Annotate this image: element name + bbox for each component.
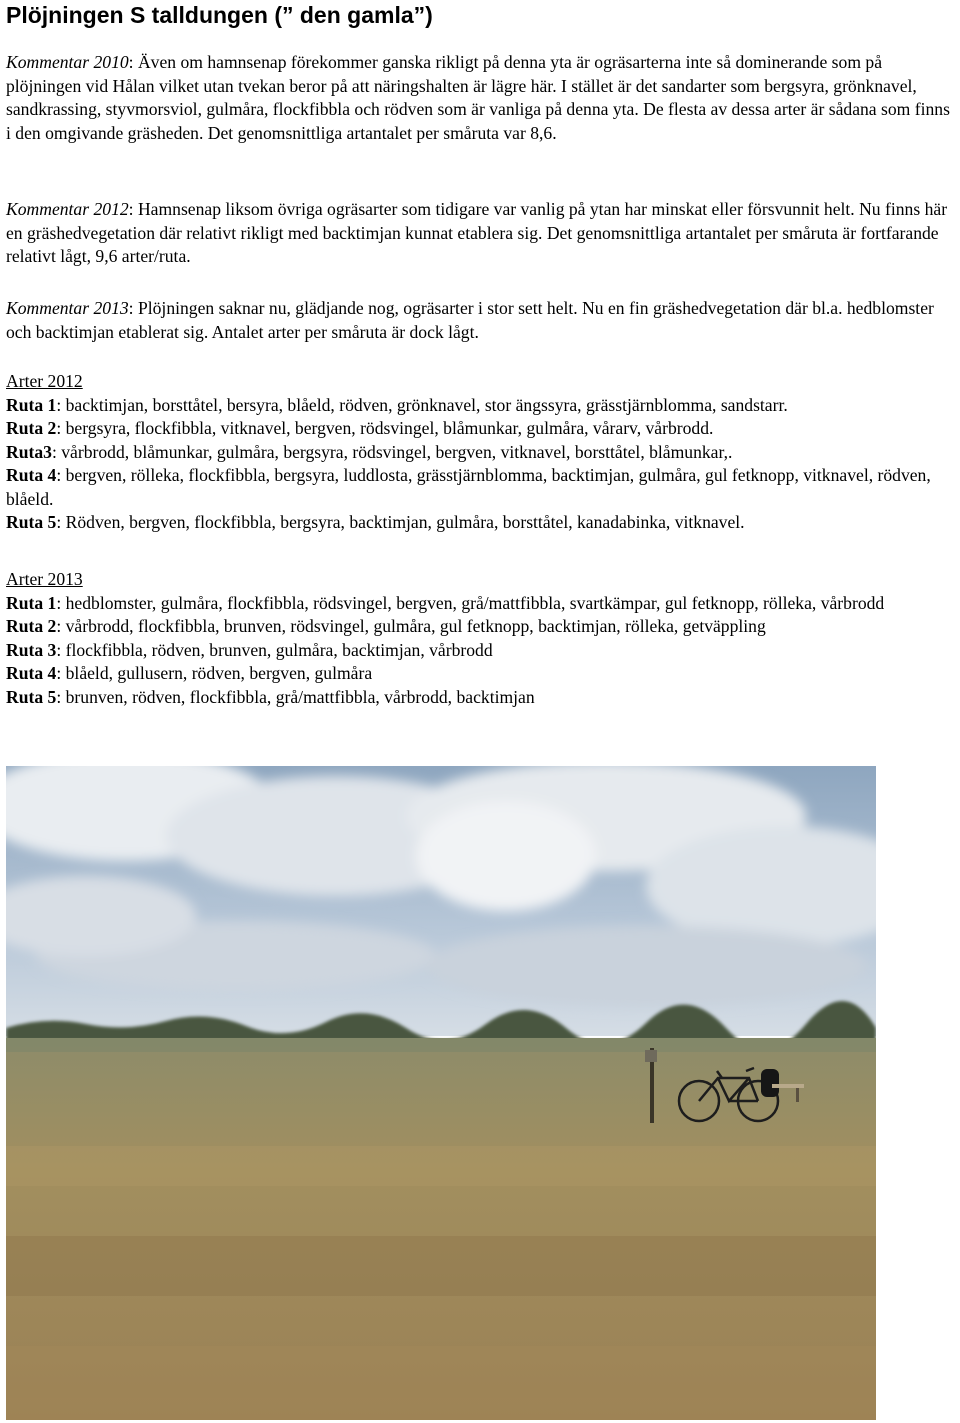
ruta-label: Ruta 4 bbox=[6, 465, 57, 485]
ruta-label: Ruta 4 bbox=[6, 663, 57, 683]
comment-label: Kommentar 2013 bbox=[6, 298, 129, 318]
ruta-species: : hedblomster, gulmåra, flockfibbla, rödsvingel, bergven, grå/mattfibbla, svartkämpar, gul fetknopp, rölleka, vårbrodd bbox=[56, 592, 885, 613]
ruta-species: : vårbrodd, blåmunkar, gulmåra, bergsyra, rödsvingel, bergven, vitknavel, borsttåtel, blåmunkar,. bbox=[51, 441, 733, 462]
list-item bbox=[6, 662, 956, 686]
ruta-species: : blåeld, gullusern, rödven, bergven, gulmåra bbox=[56, 663, 373, 683]
comment-label: Kommentar 2012 bbox=[6, 199, 129, 219]
list-item bbox=[6, 464, 956, 511]
ruta-label: Ruta 3 bbox=[6, 639, 57, 660]
ruta-label: Ruta 5 bbox=[6, 686, 57, 707]
bike-bag bbox=[761, 1069, 779, 1097]
list-item bbox=[6, 511, 956, 535]
ruta-label: Ruta 5 bbox=[6, 512, 57, 532]
comment-text: : Hamnsenap liksom övriga ogräsarter som tidigare var vanlig på ytan har minskat eller försvunnit helt. Nu finns här en gräshedvegetation där relativt rikligt med backtimjan kunnat etablera sig. Det genomsnittliga artantalet per småruta är fortfarande relativt lågt, 9,6 arter/ruta. bbox=[6, 199, 948, 266]
ruta-label: Ruta 2 bbox=[6, 616, 57, 636]
list-item bbox=[6, 686, 956, 710]
list-item bbox=[6, 417, 956, 441]
bench bbox=[772, 1084, 804, 1088]
page-title: Plöjningen S talldungen (” den gamla”) bbox=[6, 2, 433, 28]
comment-2013 bbox=[6, 297, 956, 344]
ruta-species: : brunven, rödven, flockfibbla, grå/mattfibbla, vårbrodd, backtimjan bbox=[56, 686, 535, 707]
list-item bbox=[6, 394, 956, 418]
section-heading: Arter 2013 bbox=[6, 569, 83, 589]
list-item bbox=[6, 441, 956, 465]
ruta-species: : Rödven, bergven, flockfibbla, bergsyra, backtimjan, gulmåra, borsttåtel, kanadabinka, vitknavel. bbox=[56, 512, 745, 532]
ruta-label: Ruta 2 bbox=[6, 418, 57, 438]
species-list-2013 bbox=[6, 568, 956, 709]
ruta-species: : bergven, rölleka, flockfibbla, bergsyra, luddlosta, grässtjärnblomma, backtimjan, gulmåra, gul fetknopp, vitknavel, rödven, blåeld. bbox=[6, 465, 931, 509]
ruta-species: : vårbrodd, flockfibbla, brunven, rödsvingel, gulmåra, gul fetknopp, backtimjan, rölleka, getväppling bbox=[56, 616, 766, 636]
field-photo bbox=[6, 766, 876, 1420]
ruta-label: Ruta 1 bbox=[6, 592, 57, 613]
ruta-label: Ruta 1 bbox=[6, 394, 57, 415]
list-item bbox=[6, 592, 956, 616]
comment-text: : Även om hamnsenap förekommer ganska rikligt på denna yta är ogräsarterna inte så dominerande som på plöjningen vid Hålan vilket utan tvekan beror på att näringshalten är lägre här. I stället är det sandarter som bergsyra, grönknavel, sandkrassing, styvmorsviol, gulmåra, flockfibbla och rödven som är vanliga på denna yta. De flesta av dessa arter är sådana som finns i den omgivande gräsheden. Det genomsnittliga artantalet per småruta var 8,6. bbox=[6, 52, 950, 143]
list-item bbox=[6, 639, 956, 663]
comment-text: : Plöjningen saknar nu, glädjande nog, ogräsarter i stor sett helt. Nu en fin gräshedvegetation där bl.a. hedblomster och backtimjan etablerat sig. Antalet arter per småruta är dock lågt. bbox=[6, 298, 934, 342]
ruta-species: : flockfibbla, rödven, brunven, gulmåra, backtimjan, vårbrodd bbox=[56, 639, 493, 660]
ruta-species: : backtimjan, borsttåtel, bersyra, blåeld, rödven, grönknavel, stor ängssyra, grässtjärnblomma, sandstarr. bbox=[56, 394, 788, 415]
ruta-species: : bergsyra, flockfibbla, vitknavel, bergven, rödsvingel, blåmunkar, gulmåra, vårarv, vårbrodd. bbox=[56, 418, 714, 438]
comment-label: Kommentar 2010 bbox=[6, 52, 129, 72]
list-item bbox=[6, 615, 956, 639]
clouds bbox=[6, 766, 876, 1006]
photo-illustration bbox=[6, 766, 876, 1420]
species-list-2012 bbox=[6, 370, 956, 535]
comment-2012 bbox=[6, 198, 956, 269]
comment-2010 bbox=[6, 51, 956, 145]
section-heading: Arter 2012 bbox=[6, 371, 83, 391]
ruta-label: Ruta3 bbox=[6, 441, 52, 462]
